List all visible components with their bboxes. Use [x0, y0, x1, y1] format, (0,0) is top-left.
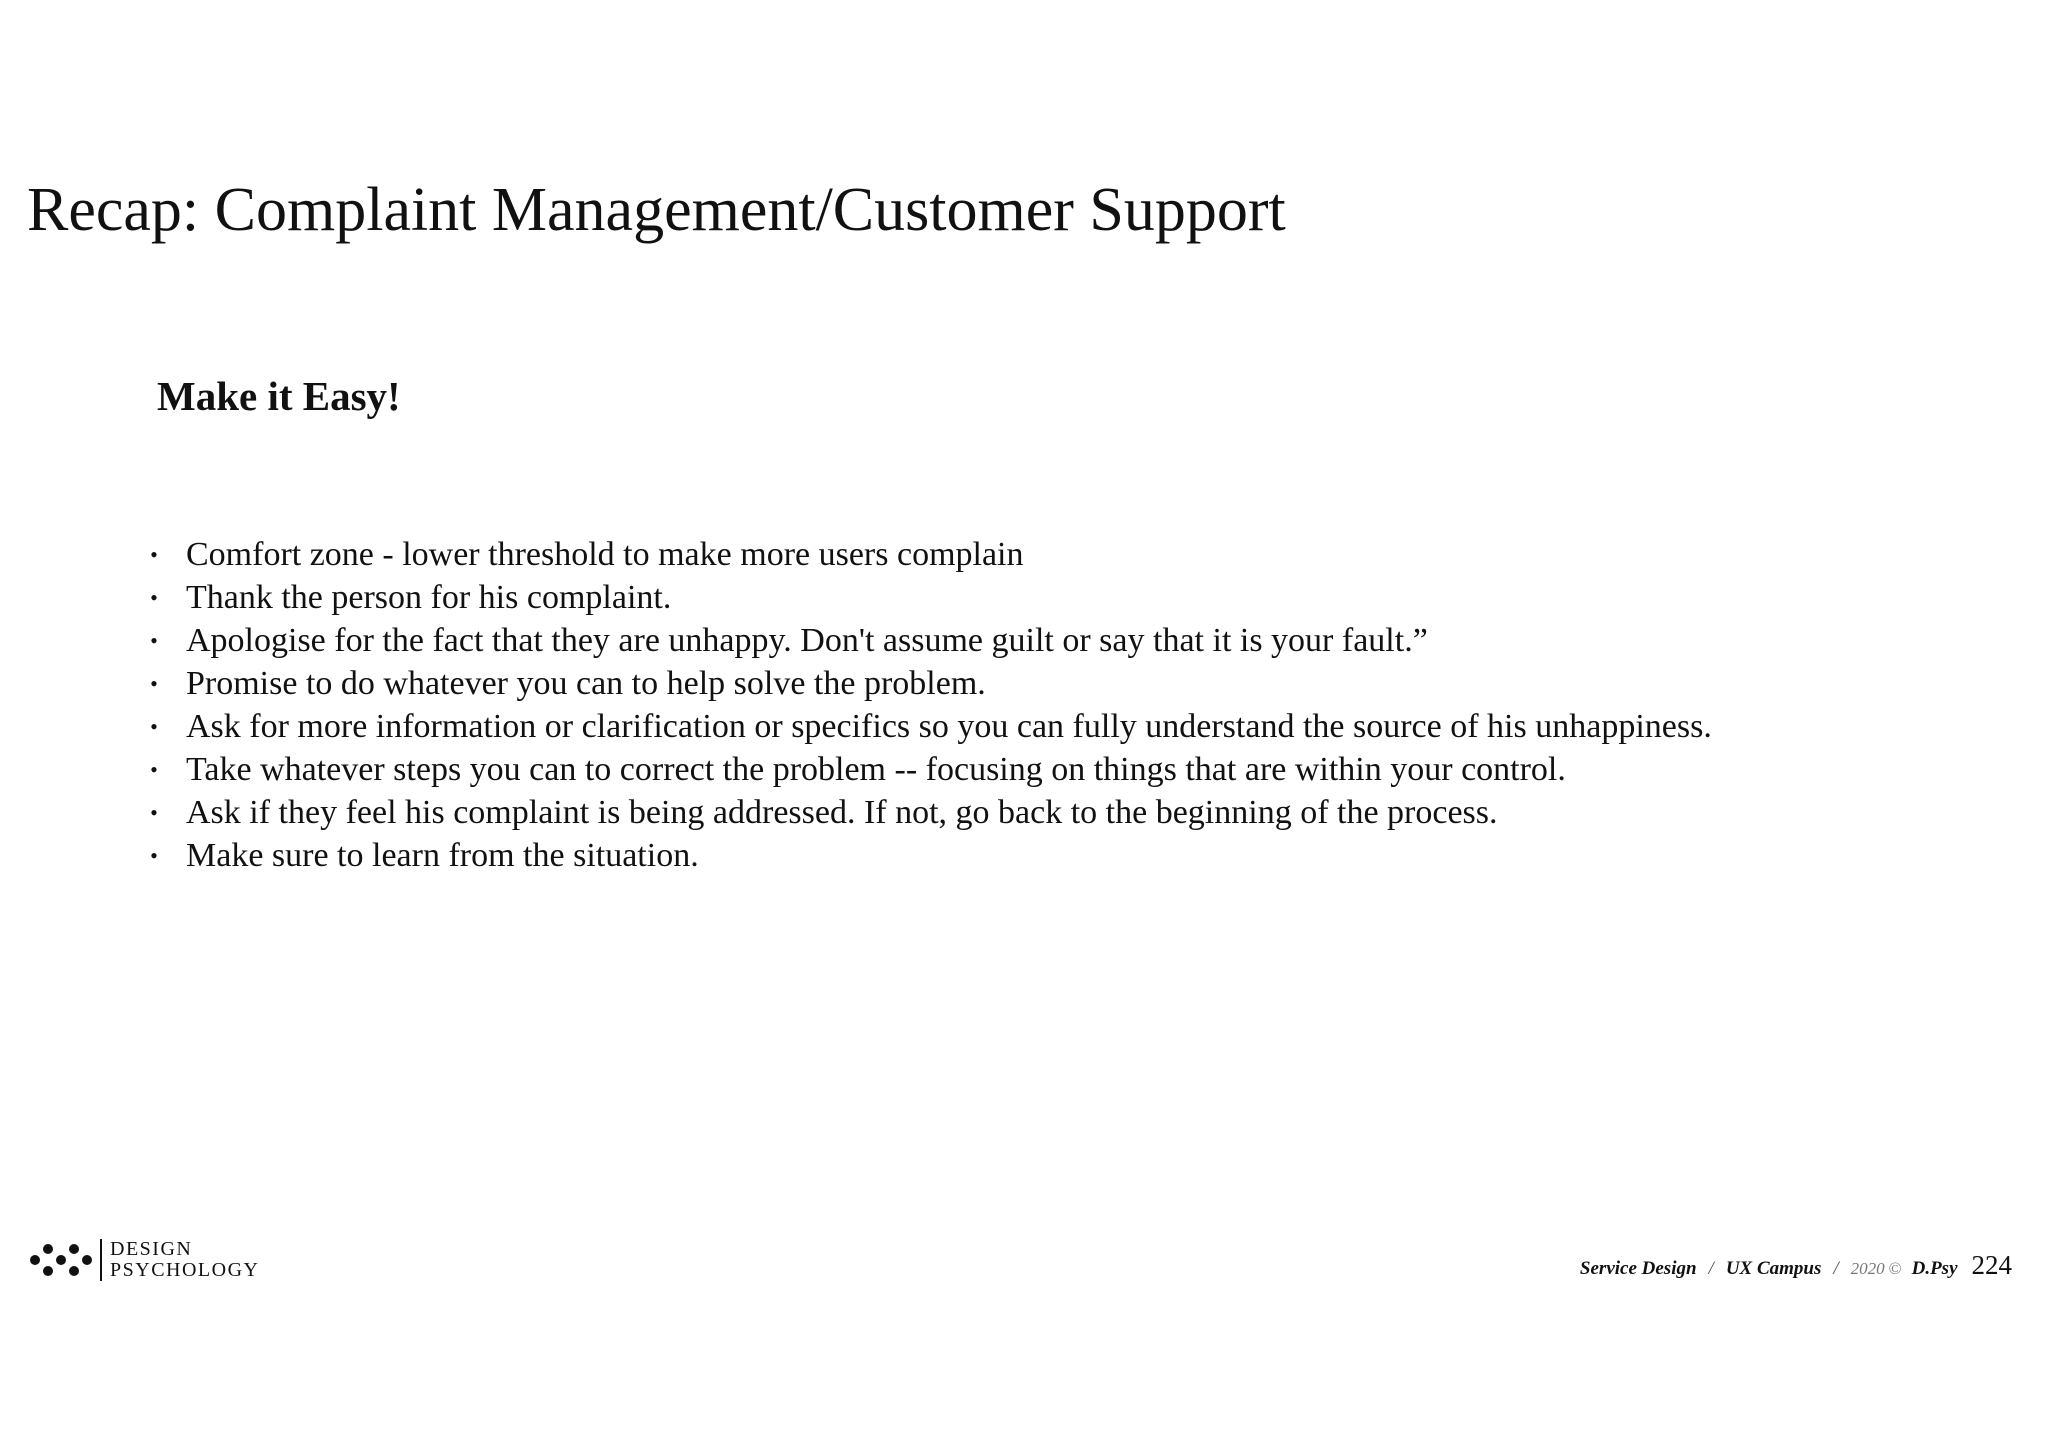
bullet-icon: •	[150, 585, 158, 610]
bullet-text: Take whatever steps you can to correct the problem -- focusing on things that are within your control.	[186, 751, 1566, 788]
footer-separator: /	[1833, 1258, 1839, 1279]
logo-text	[110, 1239, 259, 1281]
list-item	[148, 576, 1748, 619]
list-item	[148, 533, 1748, 576]
footer-author: D.Psy	[1911, 1258, 1958, 1279]
list-item	[148, 619, 1748, 662]
logo-divider	[100, 1239, 102, 1281]
bullet-icon: •	[150, 714, 158, 739]
bullet-text: Apologise for the fact that they are unhappy. Don't assume guilt or say that it is your fault.”	[186, 622, 1428, 659]
page-number: 224	[1971, 1250, 2012, 1280]
footer-course: Service Design	[1579, 1258, 1697, 1279]
slide-title: Recap: Complaint Management/Customer Support	[27, 176, 1286, 244]
bullet-text: Ask if they feel his complaint is being addressed. If not, go back to the beginning of the process.	[186, 794, 1498, 831]
bullet-text: Thank the person for his complaint.	[186, 579, 672, 616]
bullet-text: Ask for more information or clarification or specifics so you can fully understand the source of his unhappiness.	[186, 708, 1712, 745]
logo-line-design: DESIGN	[110, 1238, 193, 1260]
list-item	[148, 705, 1748, 748]
copyright-icon: ©	[1888, 1259, 1902, 1278]
logo-line-psychology: PSYCHOLOGY	[110, 1259, 260, 1281]
footer-campus: UX Campus	[1725, 1258, 1822, 1279]
bullet-icon: •	[150, 800, 158, 825]
bullet-text: Comfort zone - lower threshold to make more users complain	[186, 536, 1024, 573]
slide-footer	[1580, 1250, 2012, 1281]
slide-subtitle: Make it Easy!	[157, 373, 401, 419]
bullet-icon: •	[150, 843, 158, 868]
list-item	[148, 748, 1748, 791]
bullet-icon: •	[150, 628, 158, 653]
list-item	[148, 834, 1748, 877]
bullet-list	[148, 533, 1748, 877]
list-item	[148, 662, 1748, 705]
footer-separator: /	[1708, 1258, 1714, 1279]
bullet-icon: •	[150, 542, 158, 567]
dot-grid-logo-icon	[28, 1238, 94, 1282]
footer-year: 2020	[1850, 1259, 1885, 1278]
bullet-icon: •	[150, 757, 158, 782]
bullet-text: Make sure to learn from the situation.	[186, 837, 699, 874]
list-item	[148, 791, 1748, 834]
bullet-text: Promise to do whatever you can to help solve the problem.	[186, 665, 986, 702]
design-psychology-logo	[28, 1238, 259, 1282]
bullet-icon: •	[150, 671, 158, 696]
